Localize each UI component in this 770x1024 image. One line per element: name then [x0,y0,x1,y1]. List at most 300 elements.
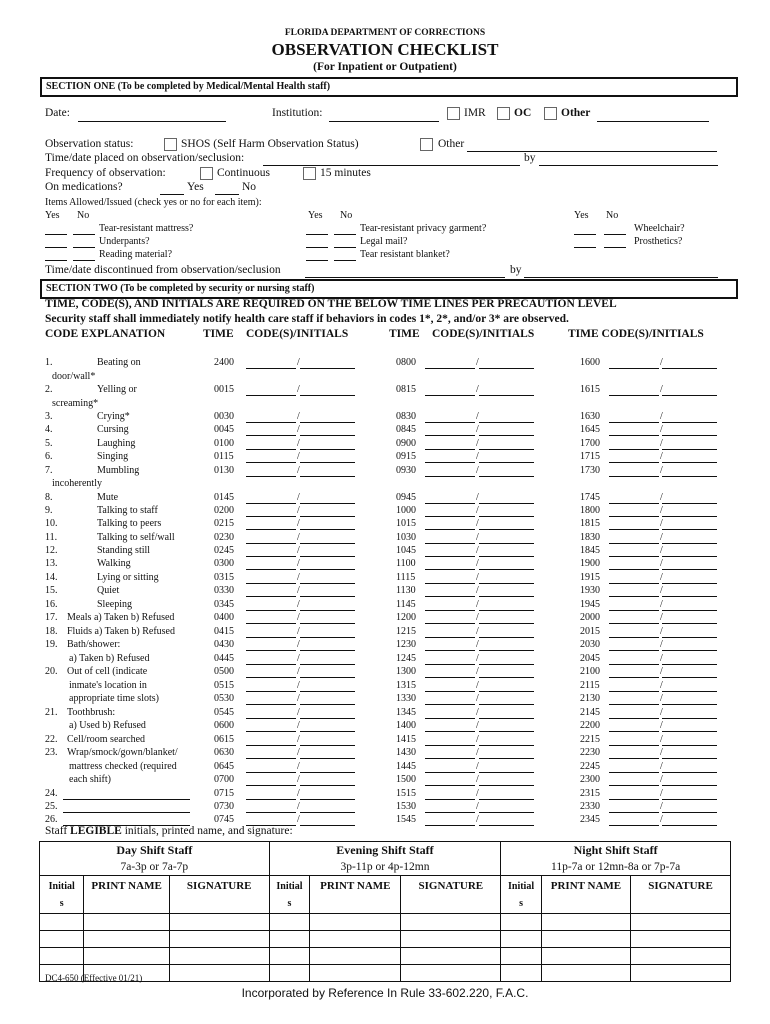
items-no-header: No [77,210,90,221]
slash-separator: / [660,774,663,785]
initials-field[interactable] [479,368,534,369]
time-slot: 0745 [214,814,234,825]
initials-field[interactable] [300,596,355,597]
staff-signature-cell[interactable] [631,948,731,965]
codes-field[interactable] [425,664,475,665]
codes-field[interactable] [425,556,475,557]
codes-field[interactable] [246,745,296,746]
initials-field[interactable] [300,825,355,826]
codes-field[interactable] [425,772,475,773]
time-slot: 0515 [214,680,234,691]
initials-field[interactable] [662,731,717,732]
initials-field[interactable] [300,772,355,773]
initials-field[interactable] [300,395,355,396]
codes-field[interactable] [425,825,475,826]
initials-field[interactable] [479,772,534,773]
instruction-line-1: TIME, CODE(S), AND INITIALS ARE REQUIRED ON THE BELOW TIME LINES PER PRECAUTION LEVEL [45,298,617,310]
initials-field[interactable] [662,569,717,570]
codes-field[interactable] [425,596,475,597]
slash-separator: / [476,545,479,556]
staff-intro-pre: Staff [45,825,68,837]
discontinued-field[interactable] [305,277,505,278]
initials-field[interactable] [662,825,717,826]
slash-separator: / [660,639,663,650]
codes-field[interactable] [246,422,296,423]
time-placed-field[interactable] [263,165,520,166]
codes-field[interactable] [425,435,475,436]
codes-field[interactable] [425,503,475,504]
initials-field[interactable] [662,596,717,597]
time-slot: 1715 [580,451,600,462]
slash-separator: / [660,585,663,596]
codes-field[interactable] [609,812,659,813]
initials-field[interactable] [662,583,717,584]
codes-field[interactable] [425,718,475,719]
staff-print-name-cell[interactable] [84,948,169,965]
initials-field[interactable] [662,610,717,611]
initials-field[interactable] [479,476,534,477]
codes-field[interactable] [246,543,296,544]
initials-field[interactable] [300,476,355,477]
codes-field[interactable] [425,731,475,732]
slash-separator: / [476,585,479,596]
codes-field[interactable] [246,596,296,597]
initials-field[interactable] [479,395,534,396]
codes-field[interactable] [246,637,296,638]
fifteen-minutes-checkbox[interactable] [303,167,316,180]
codes-field[interactable] [425,745,475,746]
initials-field[interactable] [479,596,534,597]
staff-initials-cell[interactable] [501,965,542,982]
item-no-field[interactable] [604,247,626,248]
codes-field[interactable] [246,476,296,477]
codes-field[interactable] [609,395,659,396]
code-text: Cursing [97,424,129,435]
codes-field[interactable] [246,449,296,450]
codes-field[interactable] [425,623,475,624]
codes-field[interactable] [425,368,475,369]
continuous-checkbox[interactable] [200,167,213,180]
initials-field[interactable] [300,462,355,463]
codes-field[interactable] [609,758,659,759]
initials-field[interactable] [479,745,534,746]
item-yes-field[interactable] [45,260,67,261]
codes-field[interactable] [425,476,475,477]
initials-field[interactable] [479,677,534,678]
codes-field[interactable] [246,731,296,732]
items-no-header: No [606,210,619,221]
initials-field[interactable] [479,503,534,504]
staff-print-name-cell[interactable] [541,914,630,931]
initials-field[interactable] [662,623,717,624]
item-no-field[interactable] [334,247,356,248]
initials-field[interactable] [300,691,355,692]
item-yes-field[interactable] [306,260,328,261]
time-slot: 1030 [396,532,416,543]
item-yes-field[interactable] [45,247,67,248]
codes-field[interactable] [425,543,475,544]
initials-field[interactable] [300,637,355,638]
codes-field[interactable] [609,623,659,624]
initials-field[interactable] [662,664,717,665]
codes-field[interactable] [609,799,659,800]
initials-field[interactable] [662,799,717,800]
item-yes-field[interactable] [574,234,596,235]
initials-field[interactable] [479,462,534,463]
codes-field[interactable] [609,556,659,557]
initials-field[interactable] [300,583,355,584]
other-status-field[interactable] [467,151,717,152]
staff-signature-cell[interactable] [169,931,269,948]
placed-by-field[interactable] [539,165,718,166]
initials-field[interactable] [479,449,534,450]
item-label: Tear-resistant mattress? [99,223,194,234]
codes-field[interactable] [425,516,475,517]
code-number: 23. [45,747,58,758]
initials-field[interactable] [662,543,717,544]
codes-field[interactable] [425,422,475,423]
codes-field[interactable] [246,529,296,530]
other-field[interactable] [597,121,709,122]
initials-field[interactable] [479,516,534,517]
date-field[interactable] [78,121,226,122]
codes-field[interactable] [425,812,475,813]
initials-field[interactable] [662,745,717,746]
initials-field[interactable] [300,745,355,746]
initials-field[interactable] [300,731,355,732]
codes-field[interactable] [425,583,475,584]
initials-field[interactable] [479,569,534,570]
codes-field[interactable] [425,799,475,800]
initials-field[interactable] [479,583,534,584]
medications-yes-label: Yes [187,181,204,193]
codes-field[interactable] [609,422,659,423]
codes-field[interactable] [609,785,659,786]
initials-field[interactable] [300,543,355,544]
initials-field[interactable] [662,772,717,773]
codes-field[interactable] [609,368,659,369]
initials-field[interactable] [479,731,534,732]
initials-field[interactable] [662,637,717,638]
item-no-field[interactable] [73,234,95,235]
staff-initials-cell[interactable] [269,948,310,965]
initials-header-a: Initial [48,880,75,892]
codes-field[interactable] [246,395,296,396]
codes-field[interactable] [246,503,296,504]
initials-field[interactable] [479,799,534,800]
staff-print-name-cell[interactable] [310,931,401,948]
codes-field[interactable] [246,785,296,786]
medications-yes-field[interactable] [160,194,184,195]
staff-print-name-cell[interactable] [310,965,401,982]
codes-field[interactable] [246,569,296,570]
initials-field[interactable] [300,812,355,813]
staff-initials-cell[interactable] [269,965,310,982]
slash-separator: / [476,693,479,704]
codes-field[interactable] [246,664,296,665]
initials-field[interactable] [479,435,534,436]
codes-field[interactable] [609,637,659,638]
codes-field[interactable] [609,825,659,826]
codes-field[interactable] [246,704,296,705]
codes-field[interactable] [246,610,296,611]
initials-field[interactable] [662,435,717,436]
institution-field[interactable] [329,121,439,122]
staff-print-name-cell[interactable] [310,914,401,931]
staff-signature-cell[interactable] [631,931,731,948]
staff-print-name-cell[interactable] [84,931,169,948]
codes-field[interactable] [246,718,296,719]
items-no-header: No [340,210,353,221]
staff-signature-cell[interactable] [169,914,269,931]
item-no-field[interactable] [604,234,626,235]
oc-checkbox[interactable] [497,107,510,120]
custom-code-field[interactable] [63,799,190,800]
initials-field[interactable] [300,758,355,759]
codes-field[interactable] [425,449,475,450]
initials-field[interactable] [662,422,717,423]
day-shift-title: Day Shift Staff [40,842,270,860]
codes-field[interactable] [609,569,659,570]
initials-field[interactable] [300,799,355,800]
initials-field[interactable] [662,704,717,705]
initials-field[interactable] [662,758,717,759]
codes-field[interactable] [246,435,296,436]
initials-field[interactable] [662,516,717,517]
staff-print-name-cell[interactable] [541,948,630,965]
time-slot: 0545 [214,707,234,718]
initials-field[interactable] [479,543,534,544]
codes-field[interactable] [609,772,659,773]
custom-code-field[interactable] [63,812,190,813]
codes-field[interactable] [425,462,475,463]
staff-print-name-cell[interactable] [541,965,630,982]
initials-field[interactable] [479,758,534,759]
initials-field[interactable] [300,368,355,369]
staff-print-name-cell[interactable] [84,914,169,931]
staff-signature-cell[interactable] [401,931,501,948]
item-yes-field[interactable] [574,247,596,248]
staff-print-name-cell[interactable] [541,931,630,948]
codes-field[interactable] [425,677,475,678]
initials-field[interactable] [662,503,717,504]
initials-field[interactable] [662,368,717,369]
fifteen-minutes-label: 15 minutes [320,167,371,179]
initials-field[interactable] [662,395,717,396]
slash-separator: / [660,653,663,664]
time-slot: 0830 [396,411,416,422]
staff-signature-cell[interactable] [169,965,269,982]
codes-field[interactable] [609,664,659,665]
codes-field[interactable] [246,556,296,557]
codes-field[interactable] [246,772,296,773]
initials-field[interactable] [662,556,717,557]
item-no-field[interactable] [73,260,95,261]
time-slot: 0215 [214,518,234,529]
codes-field[interactable] [609,610,659,611]
initials-field[interactable] [300,677,355,678]
initials-field[interactable] [300,503,355,504]
initials-field[interactable] [300,516,355,517]
slash-separator: / [297,747,300,758]
staff-signature-cell[interactable] [169,948,269,965]
initials-field[interactable] [300,785,355,786]
initials-field[interactable] [479,691,534,692]
initials-field[interactable] [300,704,355,705]
staff-signature-cell[interactable] [401,965,501,982]
codes-field[interactable] [609,583,659,584]
initials-field[interactable] [662,812,717,813]
codes-field[interactable] [609,476,659,477]
codes-field[interactable] [246,758,296,759]
initials-field[interactable] [479,704,534,705]
initials-field[interactable] [479,529,534,530]
item-no-field[interactable] [334,234,356,235]
code-number: 24. [45,788,58,799]
initials-field[interactable] [300,718,355,719]
initials-field[interactable] [300,422,355,423]
codes-field[interactable] [609,745,659,746]
initials-field[interactable] [300,435,355,436]
other-checkbox[interactable] [544,107,557,120]
codes-field[interactable] [609,691,659,692]
initials-field[interactable] [479,664,534,665]
codes-field[interactable] [609,503,659,504]
initials-field[interactable] [479,825,534,826]
staff-signature-cell[interactable] [401,914,501,931]
slash-separator: / [660,424,663,435]
initials-field[interactable] [662,785,717,786]
time-slot: 0615 [214,734,234,745]
codes-field[interactable] [609,462,659,463]
codes-field[interactable] [246,799,296,800]
codes-field[interactable] [246,516,296,517]
initials-field[interactable] [300,623,355,624]
initials-field[interactable] [479,422,534,423]
other-status-checkbox[interactable] [420,138,433,151]
initials-field[interactable] [662,718,717,719]
staff-signature-cell[interactable] [631,965,731,982]
codes-field[interactable] [425,758,475,759]
codes-field[interactable] [609,435,659,436]
item-yes-field[interactable] [45,234,67,235]
code-text: Walking [97,558,131,569]
initials-field[interactable] [479,610,534,611]
staff-initials-cell[interactable] [501,948,542,965]
codes-field[interactable] [609,596,659,597]
codes-field[interactable] [246,691,296,692]
initials-field[interactable] [300,556,355,557]
initials-field[interactable] [300,529,355,530]
initials-field[interactable] [479,556,534,557]
code-number: 21. [45,707,58,718]
initials-field[interactable] [662,476,717,477]
imr-checkbox[interactable] [447,107,460,120]
staff-initials-cell[interactable] [501,931,542,948]
codes-field[interactable] [425,529,475,530]
col-code-explanation: CODE EXPLANATION [45,328,166,340]
codes-field[interactable] [425,610,475,611]
staff-initials-cell[interactable] [269,914,310,931]
staff-initials-cell[interactable] [269,931,310,948]
codes-field[interactable] [246,677,296,678]
initials-field[interactable] [479,812,534,813]
initials-field[interactable] [300,610,355,611]
initials-field[interactable] [479,637,534,638]
codes-field[interactable] [246,812,296,813]
staff-initials-cell[interactable] [501,914,542,931]
staff-initials-cell[interactable] [40,914,84,931]
initials-field[interactable] [479,623,534,624]
slash-separator: / [476,653,479,664]
codes-field[interactable] [609,529,659,530]
item-yes-field[interactable] [306,247,328,248]
item-no-field[interactable] [73,247,95,248]
codes-field[interactable] [246,462,296,463]
staff-signature-cell[interactable] [401,948,501,965]
codes-field[interactable] [425,785,475,786]
item-no-field[interactable] [334,260,356,261]
initials-field[interactable] [479,650,534,651]
time-slot: 1600 [580,357,600,368]
codes-field[interactable] [609,543,659,544]
codes-field[interactable] [609,677,659,678]
initials-field[interactable] [479,785,534,786]
codes-field[interactable] [425,704,475,705]
discontinued-by-field[interactable] [524,277,718,278]
codes-field[interactable] [425,650,475,651]
initials-field[interactable] [662,529,717,530]
slash-separator: / [476,438,479,449]
codes-field[interactable] [609,718,659,719]
codes-field[interactable] [425,569,475,570]
codes-field[interactable] [425,637,475,638]
codes-field[interactable] [609,731,659,732]
initials-field[interactable] [662,677,717,678]
initials-field[interactable] [479,718,534,719]
codes-field[interactable] [425,691,475,692]
initials-field[interactable] [300,449,355,450]
staff-initials-cell[interactable] [40,948,84,965]
initials-field[interactable] [300,569,355,570]
shos-checkbox[interactable] [164,138,177,151]
staff-initials-cell[interactable] [40,931,84,948]
code-text: Wrap/smock/gown/blanket/ [67,747,178,758]
codes-field[interactable] [246,368,296,369]
codes-field[interactable] [609,704,659,705]
codes-field[interactable] [609,449,659,450]
staff-print-name-cell[interactable] [310,948,401,965]
initials-field[interactable] [662,691,717,692]
initials-field[interactable] [662,650,717,651]
initials-field[interactable] [300,664,355,665]
slash-separator: / [297,424,300,435]
codes-field[interactable] [246,650,296,651]
initials-field[interactable] [300,650,355,651]
codes-field[interactable] [609,516,659,517]
medications-no-field[interactable] [215,194,239,195]
initials-field[interactable] [662,462,717,463]
slash-separator: / [660,720,663,731]
codes-field[interactable] [425,395,475,396]
staff-signature-cell[interactable] [631,914,731,931]
slash-separator: / [297,599,300,610]
initials-field[interactable] [662,449,717,450]
codes-field[interactable] [246,583,296,584]
codes-field[interactable] [609,650,659,651]
item-yes-field[interactable] [306,234,328,235]
codes-field[interactable] [246,623,296,624]
